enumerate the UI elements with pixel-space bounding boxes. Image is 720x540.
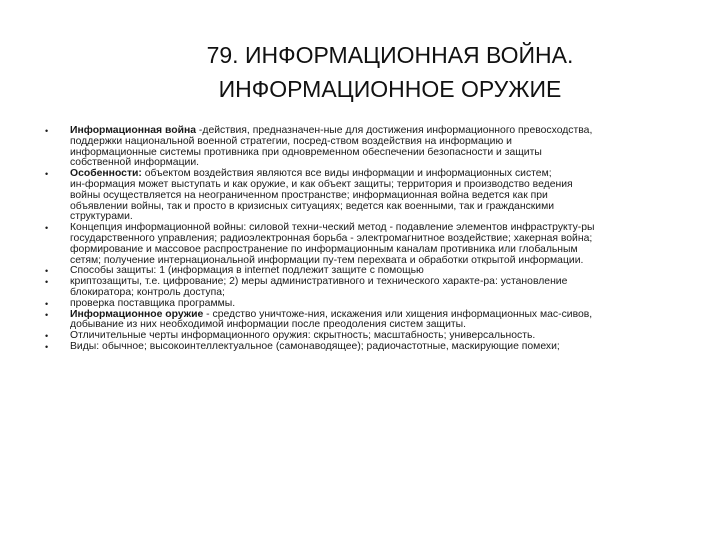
bullet-icon: • <box>45 298 49 309</box>
list-item-text: - средство уничтоже-ния, искажения или хищения информационных мас-сивов, <box>203 308 593 320</box>
list-item-text: Концепция информационной войны: силовой техни-ческий метод - подавление элементов инфраструкту-ры <box>70 222 595 234</box>
list-item-text: формирование и массовое распространение по информационным каналам противника или глобальным <box>70 243 578 255</box>
list-item <box>0 310 680 332</box>
bullet-list <box>0 126 720 353</box>
list-item-text: проверка поставщика программы. <box>70 297 236 309</box>
list-item-text: структурами. <box>70 211 133 223</box>
title-line-1: 79. ИНФОРМАЦИОННАЯ ВОЙНА. <box>206 42 574 68</box>
list-item-text: Отличительные черты информационного оружия: скрытность; масштабность; универсальность. <box>70 330 536 342</box>
title-line-2: ИНФОРМАЦИОННОЕ ОРУЖИЕ <box>218 76 562 102</box>
list-item-text: информационные системы противника при одновременном обеспечении безопасности и защиты <box>70 146 542 158</box>
bullet-icon: • <box>45 266 49 277</box>
list-item-text: сетям; получение интернациональной информации пу-тем перехвата и обработки открытой информации. <box>70 254 584 266</box>
list-item-term: Особенности: <box>70 168 142 180</box>
list-item-text: государственного управления; радиоэлектронная борьба - электромагнитное воздействие; хакерная война; <box>70 232 593 244</box>
bullet-icon: • <box>45 126 49 136</box>
list-item-text: -действия, предназначен-ные для достижения информационного превосходства, <box>196 125 593 136</box>
list-item <box>0 126 680 169</box>
list-item-text: войны осуществляется на неограниченном пространстве; информационная война ведется как при <box>70 189 548 201</box>
list-item-text: поддержки национальной военной стратегии, посред-ством воздействия на информацию и <box>70 135 512 147</box>
list-item-line <box>70 342 680 353</box>
bullet-icon: • <box>45 277 49 288</box>
list-item-text: Способы защиты: 1 (информация в internet подлежит защите с помощью <box>70 265 424 277</box>
bullet-icon: • <box>45 309 49 320</box>
list-item-text: ин-формация может выступать и как оружие, и как объект защиты; территория и производство ведения <box>70 178 573 190</box>
list-item <box>0 277 680 299</box>
list-item-text: блокиратора; контроль доступа; <box>70 286 225 298</box>
bullet-icon: • <box>45 341 49 352</box>
bullet-icon: • <box>45 331 49 342</box>
list-item-term: Информационное оружие <box>70 308 204 320</box>
bullet-icon: • <box>45 169 49 180</box>
list-item <box>0 169 680 223</box>
list-item-text: Виды: обычное; высокоинтеллектуальное (самонаводящее); радиочастотные, маскирующие помехи; <box>70 340 560 352</box>
list-item-text: объектом воздействия являются все виды информации и информационных систем; <box>141 168 552 180</box>
list-item <box>0 342 680 353</box>
list-item-text: собственной информации. <box>70 157 200 169</box>
list-item-line <box>70 202 680 213</box>
bullet-icon: • <box>45 223 49 234</box>
list-item-term: Информационная война <box>70 125 197 136</box>
list-item <box>0 223 680 266</box>
list-item-text: криптозащиты, т.е. цифрование; 2) меры административного и технического характе-ра: установление <box>70 276 568 288</box>
list-item-text: объявлении войны, так и просто в кризисных ситуациях; ведется как военными, так и гражданскими <box>70 200 555 212</box>
page-title <box>40 38 720 106</box>
list-item-text: добывание из них необходимой информации после преодоления систем защиты. <box>70 319 466 331</box>
